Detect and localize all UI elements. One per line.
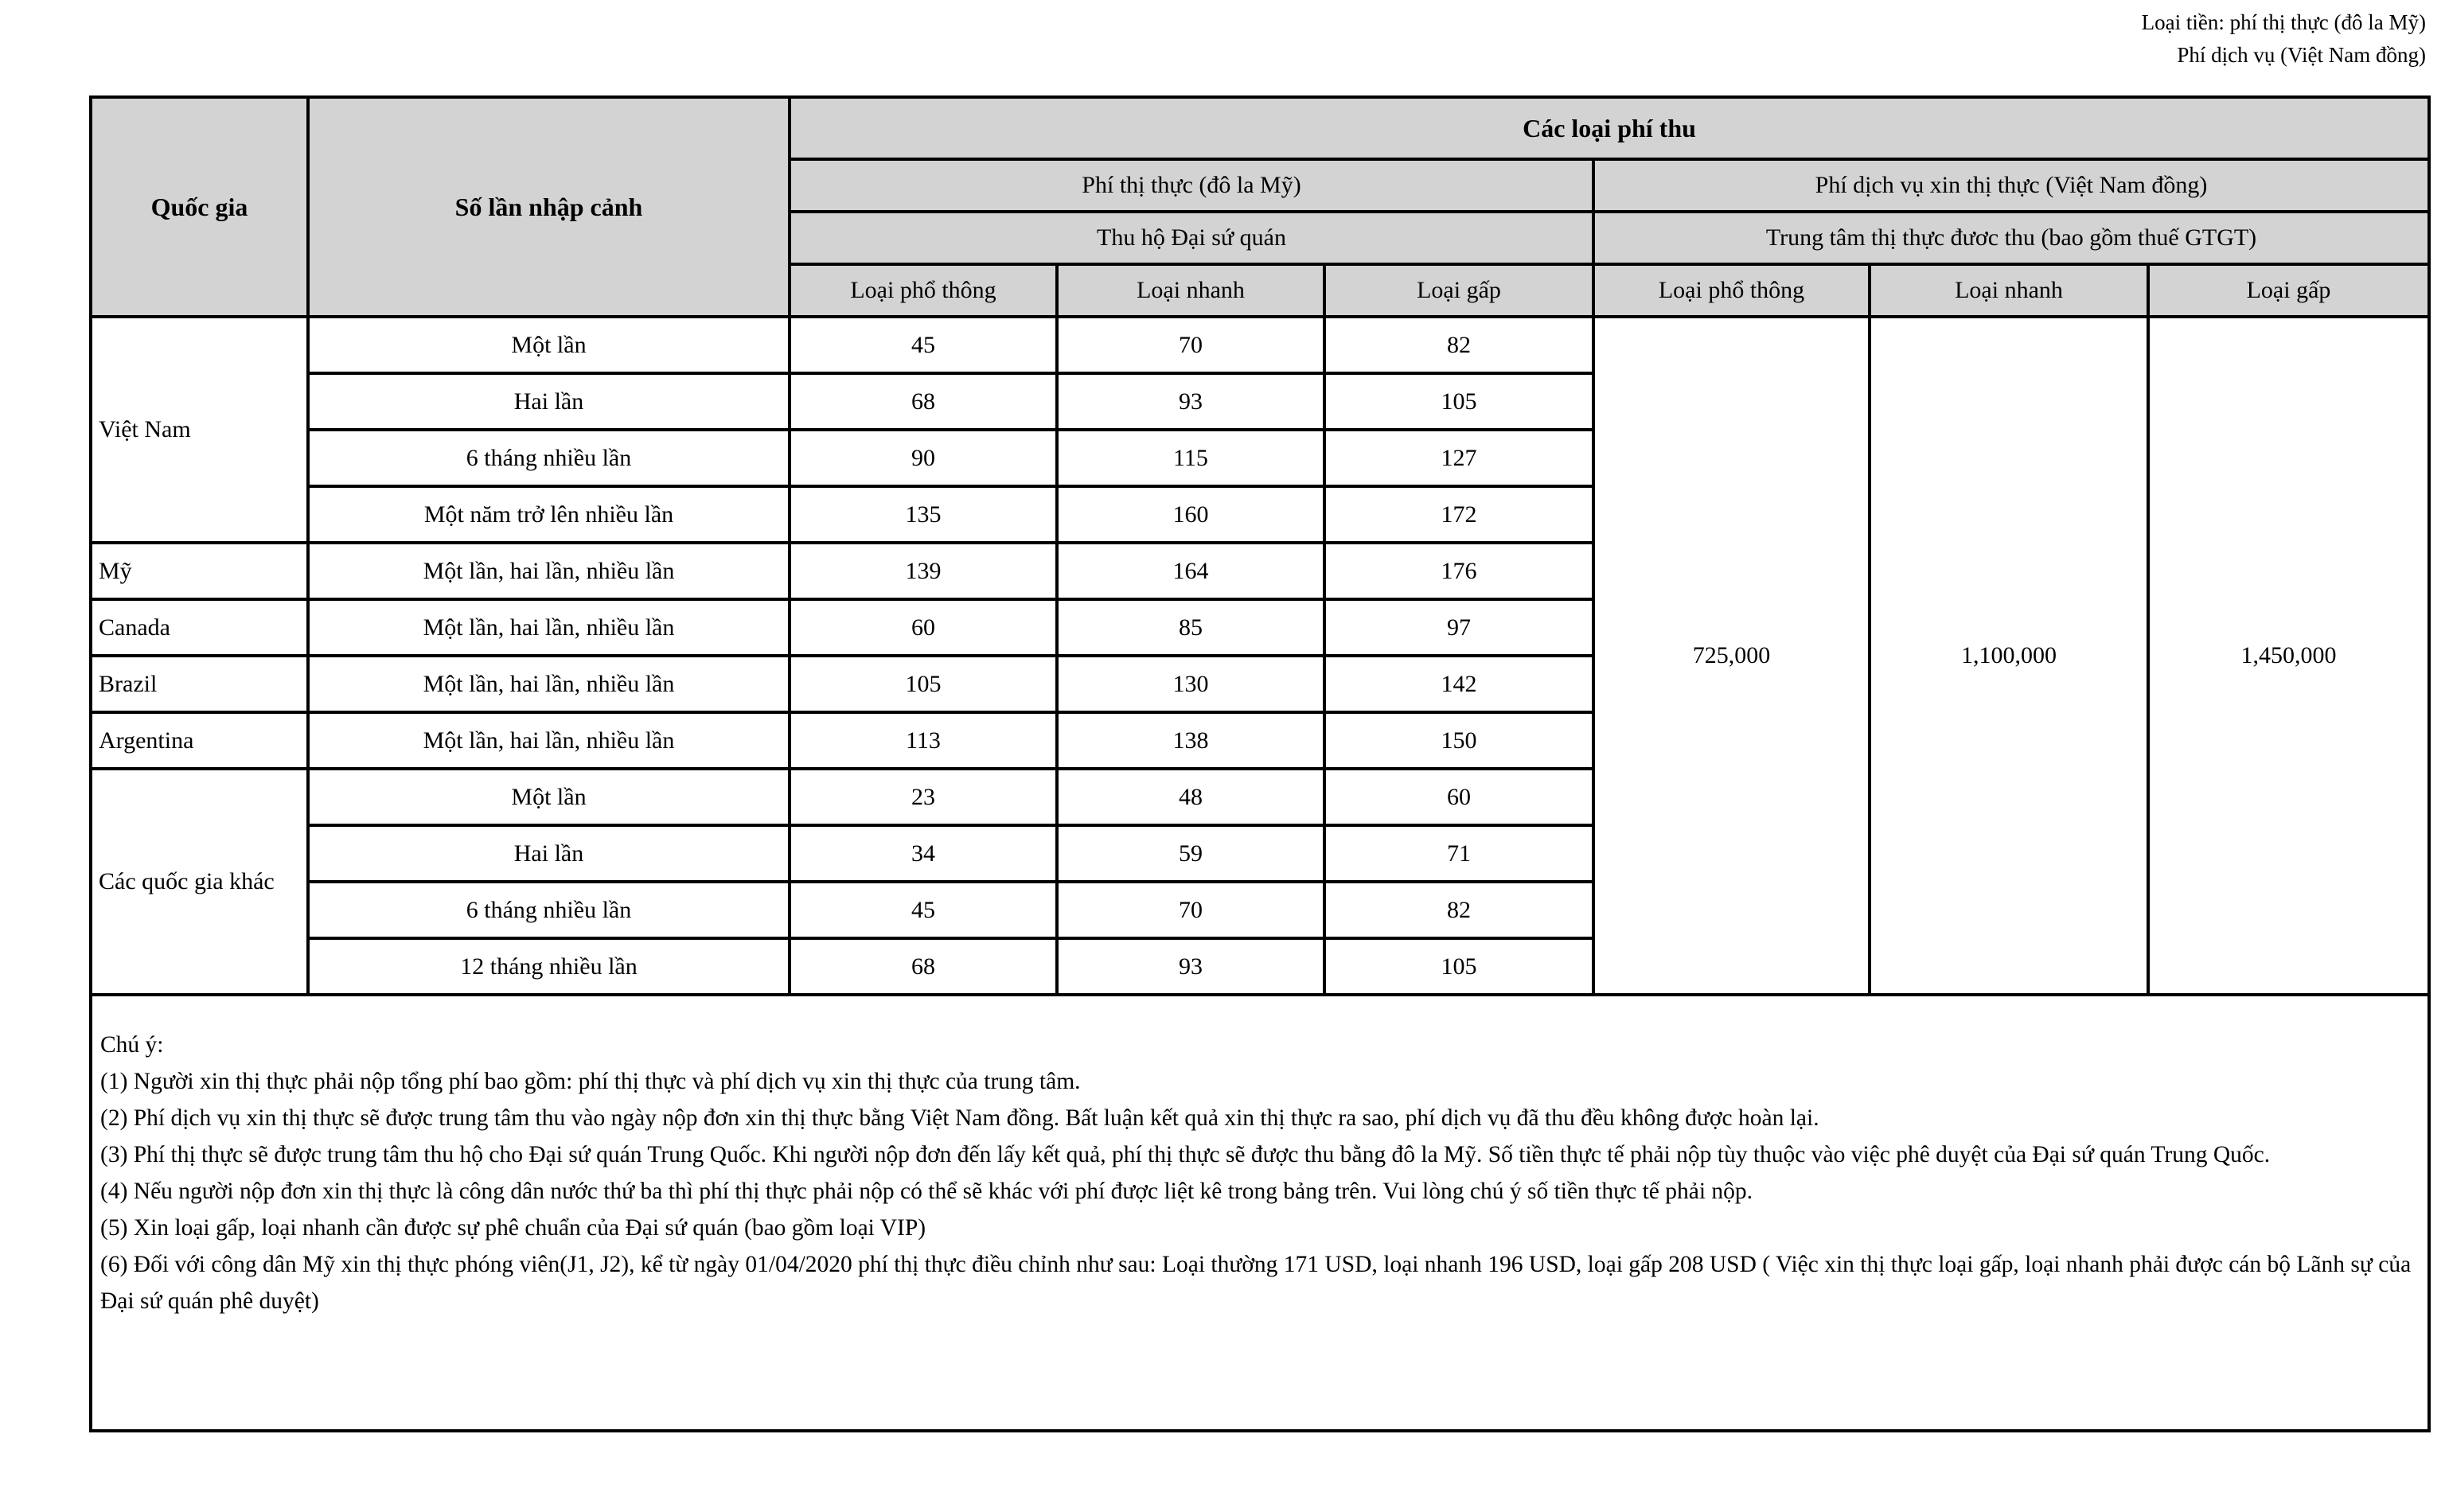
fee-cell: 68 <box>790 938 1057 995</box>
fee-cell: 23 <box>790 769 1057 825</box>
fee-cell: 70 <box>1057 317 1324 373</box>
fee-cell: 34 <box>790 825 1057 882</box>
fee-cell: 142 <box>1324 656 1593 712</box>
fee-cell: 105 <box>1324 938 1593 995</box>
note-1: (1) Người xin thị thực phải nộp tổng phí bao gồm: phí thị thực và phí dịch vụ xin thị thực của trung tâm. <box>100 1069 1081 1094</box>
notes-row <box>91 995 2429 1431</box>
header-row-1 <box>91 97 2429 159</box>
country-cell: Việt Nam <box>91 317 308 543</box>
fee-cell: 113 <box>790 712 1057 769</box>
currency-note-block <box>2142 6 2426 72</box>
entry-cell: Hai lần <box>308 373 790 430</box>
currency-note-line-2: Phí dịch vụ (Việt Nam đồng) <box>2177 43 2426 67</box>
fee-cell: 105 <box>1324 373 1593 430</box>
fee-cell: 82 <box>1324 882 1593 938</box>
entry-cell: Một lần, hai lần, nhiều lần <box>308 656 790 712</box>
fee-cell: 164 <box>1057 543 1324 599</box>
service-fee-urgent-cell: 1,450,000 <box>2148 317 2429 995</box>
header-visa-fee-usd: Phí thị thực (đô la Mỹ) <box>790 159 1593 212</box>
table-row <box>91 317 2429 373</box>
header-entries: Số lần nhập cảnh <box>308 97 790 317</box>
header-sub-urgent: Loại gấp <box>1324 264 1593 317</box>
entry-cell: Một lần, hai lần, nhiều lần <box>308 543 790 599</box>
fee-cell: 71 <box>1324 825 1593 882</box>
fee-cell: 160 <box>1057 486 1324 543</box>
header-fee-types: Các loại phí thu <box>790 97 2429 159</box>
header-collected-by-embassy: Thu hộ Đại sứ quán <box>790 212 1593 264</box>
notes-title: Chú ý: <box>100 1032 164 1058</box>
fee-cell: 105 <box>790 656 1057 712</box>
country-cell: Canada <box>91 599 308 656</box>
visa-fee-table <box>89 95 2431 1432</box>
entry-cell: 6 tháng nhiều lần <box>308 882 790 938</box>
fee-cell: 59 <box>1057 825 1324 882</box>
fee-cell: 93 <box>1057 373 1324 430</box>
fee-cell: 45 <box>790 317 1057 373</box>
entry-cell: Một lần <box>308 769 790 825</box>
fee-cell: 135 <box>790 486 1057 543</box>
country-cell: Mỹ <box>91 543 308 599</box>
fee-cell: 93 <box>1057 938 1324 995</box>
fee-cell: 85 <box>1057 599 1324 656</box>
entry-cell: 12 tháng nhiều lần <box>308 938 790 995</box>
header-sub-regular: Loại phổ thông <box>790 264 1057 317</box>
fee-cell: 150 <box>1324 712 1593 769</box>
entry-cell: Hai lần <box>308 825 790 882</box>
note-3: (3) Phí thị thực sẽ được trung tâm thu hộ cho Đại sứ quán Trung Quốc. Khi người nộp đơn đến lấy kết quả, phí thị thực sẽ được thu bằng đô la Mỹ. Số tiền thực tế phải nộp tùy thuộc vào việc phê duyệt của Đại sứ quán Trung Quốc. <box>100 1142 2271 1167</box>
fee-cell: 45 <box>790 882 1057 938</box>
note-4: (4) Nếu người nộp đơn xin thị thực là công dân nước thứ ba thì phí thị thực phải nộp có thể sẽ khác với phí được liệt kê trong bảng trên. Vui lòng chú ý số tiền thực tế phải nộp. <box>100 1179 1753 1204</box>
fee-cell: 97 <box>1324 599 1593 656</box>
header-sub-express-svc: Loại nhanh <box>1870 264 2148 317</box>
country-cell: Các quốc gia khác <box>91 769 308 995</box>
entry-cell: Một lần, hai lần, nhiều lần <box>308 712 790 769</box>
note-6: (6) Đối với công dân Mỹ xin thị thực phóng viên(J1, J2), kể từ ngày 01/04/2020 phí thị thực điều chỉnh như sau: Loại thường 171 USD, loại nhanh 196 USD, loại gấp 208 USD ( Việc xin thị thực loại gấp, loại nhanh phải được cán bộ Lãnh sự của Đại sứ quán phê duyệt) <box>100 1252 2412 1314</box>
fee-cell: 172 <box>1324 486 1593 543</box>
header-country: Quốc gia <box>91 97 308 317</box>
fee-cell: 139 <box>790 543 1057 599</box>
fee-cell: 48 <box>1057 769 1324 825</box>
header-sub-urgent-svc: Loại gấp <box>2148 264 2429 317</box>
fee-cell: 68 <box>790 373 1057 430</box>
fee-cell: 127 <box>1324 430 1593 486</box>
service-fee-regular-cell: 725,000 <box>1593 317 1870 995</box>
currency-note-line-1: Loại tiền: phí thị thực (đô la Mỹ) <box>2141 10 2426 34</box>
service-fee-express-cell: 1,100,000 <box>1870 317 2148 995</box>
notes-cell <box>91 995 2429 1431</box>
fee-cell: 130 <box>1057 656 1324 712</box>
header-collected-by-center: Trung tâm thị thực đươc thu (bao gồm thuế GTGT) <box>1593 212 2429 264</box>
fee-cell: 176 <box>1324 543 1593 599</box>
fee-cell: 138 <box>1057 712 1324 769</box>
fee-cell: 82 <box>1324 317 1593 373</box>
country-cell: Brazil <box>91 656 308 712</box>
note-2: (2) Phí dịch vụ xin thị thực sẽ được trung tâm thu vào ngày nộp đơn xin thị thực bằng Việt Nam đồng. Bất luận kết quả xin thị thực ra sao, phí dịch vụ đã thu đều không được hoàn lại. <box>100 1105 1819 1131</box>
header-sub-express: Loại nhanh <box>1057 264 1324 317</box>
fee-cell: 90 <box>790 430 1057 486</box>
entry-cell: Một năm trở lên nhiều lần <box>308 486 790 543</box>
entry-cell: Một lần <box>308 317 790 373</box>
fee-cell: 60 <box>790 599 1057 656</box>
entry-cell: 6 tháng nhiều lần <box>308 430 790 486</box>
country-cell: Argentina <box>91 712 308 769</box>
fee-cell: 70 <box>1057 882 1324 938</box>
entry-cell: Một lần, hai lần, nhiều lần <box>308 599 790 656</box>
header-service-fee-vnd: Phí dịch vụ xin thị thực (Việt Nam đồng) <box>1593 159 2429 212</box>
note-5: (5) Xin loại gấp, loại nhanh cần được sự phê chuẩn của Đại sứ quán (bao gồm loại VIP) <box>100 1215 926 1241</box>
header-sub-regular-svc: Loại phổ thông <box>1593 264 1870 317</box>
fee-cell: 60 <box>1324 769 1593 825</box>
fee-cell: 115 <box>1057 430 1324 486</box>
